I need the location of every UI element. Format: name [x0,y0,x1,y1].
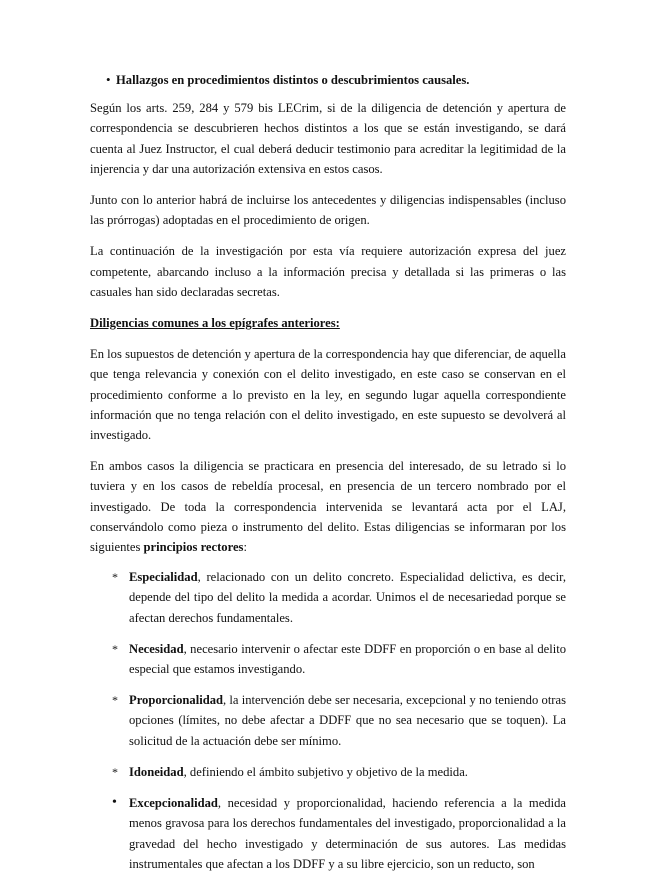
principle-term: Excepcionalidad [129,796,218,811]
item-marker: * [112,570,118,585]
paragraph-continuacion: La continuación de la investigación por esta vía requiere autorización expresa del juez competente, abarcando incluso a la información precisa y detallada si las primeras o las casuales han sido declaradas secretas. [90,244,566,299]
principle-item-excepcionalidad [90,793,566,874]
paragraph-ambos-casos [90,456,566,557]
document-body [90,70,566,874]
principle-text: , la intervención debe ser necesaria, excepcional y no teniendo otras opciones (límites, no debe afectar a DDFF que no sea necesario que se toquen). La solicitud de la actuación debe ser mínimo. [129,693,566,748]
bullet-marker: • [106,72,111,87]
principios-rectores-term: principios rectores [143,540,244,555]
principle-item-especialidad [90,567,566,628]
principle-term: Necesidad [129,641,184,656]
item-marker: * [112,641,118,656]
principle-item-necesidad [90,639,566,679]
principle-item-proporcionalidad [90,690,566,751]
principle-text: , necesidad y proporcionalidad, haciendo referencia a la medida menos gravosa para los derechos fundamentales del investigado, proporcionalidad a la gravedad del hecho investigado y determinación de sus autores. Las medidas instrumentales que afectan a los DDFF y a su libre ejercicio, son un reducto, son [129,796,566,871]
ambos-casos-end: : [243,540,247,555]
hallazgos-heading-text: Hallazgos en procedimientos distintos o descubrimientos causales. [116,73,470,87]
principle-text: , relacionado con un delito concreto. Especialidad delictiva, es decir, depende del tipo del delito la medida a acordar. Unimos el de necesariedad porque se afectan derechos fundamentales. [129,570,566,625]
principle-text: , necesario intervenir o afectar este DDFF en proporción o en base al delito especial que estamos investigando. [129,641,566,677]
principle-text: , definiendo el ámbito subjetivo y objetivo de la medida. [183,764,468,779]
section-heading-hallazgos [90,70,566,90]
principle-term: Especialidad [129,570,198,585]
item-marker: * [112,693,118,708]
item-marker: * [112,764,118,779]
principle-term: Proporcionalidad [129,693,224,708]
paragraph-supuestos: En los supuestos de detención y apertura de la correspondencia hay que diferenciar, de aquella que tenga relevancia y conexión con el delito investigado, en este caso se conservan en el procedimiento conforme a lo previsto en la ley, en segundo lugar aquella correspondiente información que no tenga relación con el delito investigado, en este supuesto se devolverá al investigado. [90,347,566,443]
item-marker: • [112,795,117,811]
paragraph-arts: Según los arts. 259, 284 y 579 bis LECrim, si de la diligencia de detención y apertura de correspondencia se descubrieren hechos distintos a los que se están investigando, se dará cuenta al Juez Instructor, el cual deberá deducir testimonio para acreditar la legitimidad de la injerencia y dar una autorización extensiva en estos casos. [90,101,566,176]
paragraph-antecedentes: Junto con lo anterior habrá de incluirse los antecedentes y diligencias indispensables (incluso las prórrogas) adoptadas en el procedimiento de origen. [90,193,566,228]
principle-item-idoneidad [90,762,566,782]
section-heading-diligencias: Diligencias comunes a los epígrafes anteriores: [90,316,340,331]
principle-term: Idoneidad [129,764,184,779]
ambos-casos-text: En ambos casos la diligencia se practicara en presencia del interesado, de su letrado si lo tuviera y en los casos de rebeldía procesal, en presencia de un tercero nombrado por el investigado. De toda la correspondencia intervenida se levantará acta por el LAJ, conservándolo como pieza o instrumento del delito. Estas diligencias se informaran por los siguientes [90,459,566,555]
